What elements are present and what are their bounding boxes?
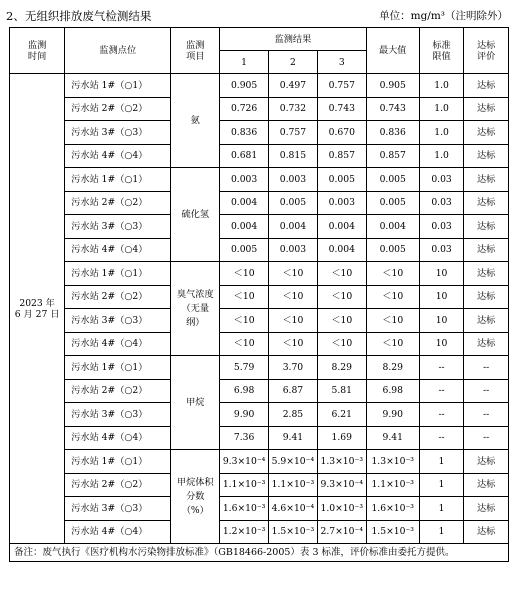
cell-max: 1.1×10⁻³: [366, 473, 419, 497]
cell-r3: ＜10: [317, 309, 366, 333]
cell-limit: 10: [419, 309, 464, 333]
table-row: [10, 520, 509, 544]
cell-r1: 0.726: [220, 97, 269, 121]
cell-r1: 1.1×10⁻³: [220, 473, 269, 497]
monitor-point: 污水站 2#（○2）: [65, 97, 171, 121]
header-r1: 1: [220, 51, 269, 74]
cell-eval: 达标: [464, 473, 509, 497]
monitor-item: 甲烷体积 分数 （%）: [171, 450, 220, 544]
cell-limit: 10: [419, 262, 464, 286]
cell-max: 6.98: [366, 379, 419, 403]
page-title: 2、无组织排放废气检测结果: [6, 9, 152, 23]
cell-eval: --: [464, 356, 509, 380]
cell-max: 0.005: [366, 168, 419, 192]
cell-max: ＜10: [366, 285, 419, 309]
cell-r3: 0.743: [317, 97, 366, 121]
cell-limit: 0.03: [419, 168, 464, 192]
cell-r2: ＜10: [269, 285, 318, 309]
cell-eval: 达标: [464, 238, 509, 262]
monitor-point: 污水站 4#（○4）: [65, 520, 171, 544]
cell-r2: 4.6×10⁻⁴: [269, 497, 318, 521]
table-row: [10, 285, 509, 309]
cell-limit: 10: [419, 285, 464, 309]
cell-r3: 0.003: [317, 191, 366, 215]
monitor-point: 污水站 1#（○1）: [65, 450, 171, 474]
cell-max: 9.41: [366, 426, 419, 450]
cell-limit: --: [419, 356, 464, 380]
monitor-item: 甲烷: [171, 356, 220, 450]
cell-max: 0.836: [366, 121, 419, 145]
cell-limit: 1.0: [419, 74, 464, 98]
header-r3: 3: [317, 51, 366, 74]
table-row: [10, 379, 509, 403]
cell-r2: 0.003: [269, 168, 318, 192]
cell-r1: ＜10: [220, 332, 269, 356]
header-limit: 标准 限值: [419, 28, 464, 74]
cell-max: 1.3×10⁻³: [366, 450, 419, 474]
table-row: [10, 262, 509, 286]
cell-r2: 9.41: [269, 426, 318, 450]
monitor-point: 污水站 1#（○1）: [65, 74, 171, 98]
cell-limit: --: [419, 379, 464, 403]
cell-r2: ＜10: [269, 332, 318, 356]
monitor-item: 臭气浓度 （无量 纲）: [171, 262, 220, 356]
cell-r3: 1.0×10⁻³: [317, 497, 366, 521]
table-row: [10, 473, 509, 497]
header-eval: 达标 评价: [464, 28, 509, 74]
cell-max: 1.6×10⁻³: [366, 497, 419, 521]
cell-eval: 达标: [464, 215, 509, 239]
cell-max: 0.743: [366, 97, 419, 121]
cell-r2: 0.004: [269, 215, 318, 239]
table-row: [10, 74, 509, 98]
cell-r3: 5.81: [317, 379, 366, 403]
cell-max: ＜10: [366, 309, 419, 333]
cell-r1: 0.905: [220, 74, 269, 98]
cell-r3: 0.757: [317, 74, 366, 98]
cell-r1: ＜10: [220, 285, 269, 309]
results-table-body: [10, 28, 509, 562]
header-item: 监测 项目: [171, 28, 220, 74]
monitor-point: 污水站 3#（○3）: [65, 215, 171, 239]
cell-r2: 0.757: [269, 121, 318, 145]
cell-eval: 达标: [464, 74, 509, 98]
cell-r2: 3.70: [269, 356, 318, 380]
cell-r3: 9.3×10⁻⁴: [317, 473, 366, 497]
cell-r2: 0.815: [269, 144, 318, 168]
cell-r1: 9.90: [220, 403, 269, 427]
cell-eval: 达标: [464, 309, 509, 333]
cell-limit: 0.03: [419, 238, 464, 262]
table-row: [10, 168, 509, 192]
table-row: [10, 191, 509, 215]
cell-r1: ＜10: [220, 309, 269, 333]
cell-eval: --: [464, 426, 509, 450]
monitor-point: 污水站 3#（○3）: [65, 403, 171, 427]
cell-r3: 1.69: [317, 426, 366, 450]
table-row: [10, 426, 509, 450]
monitor-point: 污水站 4#（○4）: [65, 426, 171, 450]
table-row: [10, 309, 509, 333]
header-row-1: [10, 28, 509, 51]
cell-r1: 5.79: [220, 356, 269, 380]
cell-r2: 0.732: [269, 97, 318, 121]
cell-r3: 0.670: [317, 121, 366, 145]
cell-limit: 1: [419, 497, 464, 521]
cell-r1: 9.3×10⁻⁴: [220, 450, 269, 474]
note-row: [10, 544, 509, 562]
cell-eval: 达标: [464, 285, 509, 309]
cell-max: ＜10: [366, 332, 419, 356]
monitor-point: 污水站 4#（○4）: [65, 238, 171, 262]
cell-r3: ＜10: [317, 332, 366, 356]
results-table: [9, 27, 509, 562]
header-max: 最大值: [366, 28, 419, 74]
cell-eval: 达标: [464, 144, 509, 168]
cell-limit: 1.0: [419, 121, 464, 145]
cell-r3: 0.857: [317, 144, 366, 168]
cell-r1: 0.004: [220, 215, 269, 239]
title-row: [6, 6, 510, 26]
cell-limit: 1: [419, 520, 464, 544]
cell-r3: 6.21: [317, 403, 366, 427]
cell-limit: 1.0: [419, 97, 464, 121]
cell-r3: 0.004: [317, 215, 366, 239]
cell-r3: 0.004: [317, 238, 366, 262]
cell-r3: ＜10: [317, 262, 366, 286]
cell-limit: 0.03: [419, 215, 464, 239]
cell-eval: 达标: [464, 497, 509, 521]
cell-r1: 0.005: [220, 238, 269, 262]
cell-eval: 达标: [464, 97, 509, 121]
cell-max: 0.905: [366, 74, 419, 98]
cell-eval: 达标: [464, 332, 509, 356]
cell-limit: 1: [419, 473, 464, 497]
cell-max: 0.004: [366, 215, 419, 239]
table-row: [10, 121, 509, 145]
monitor-point: 污水站 3#（○3）: [65, 309, 171, 333]
cell-max: 1.5×10⁻³: [366, 520, 419, 544]
cell-r2: 5.9×10⁻⁴: [269, 450, 318, 474]
monitor-point: 污水站 1#（○1）: [65, 356, 171, 380]
cell-r3: 1.3×10⁻³: [317, 450, 366, 474]
monitor-point: 污水站 2#（○2）: [65, 191, 171, 215]
monitor-point: 污水站 4#（○4）: [65, 144, 171, 168]
table-row: [10, 144, 509, 168]
cell-limit: 10: [419, 332, 464, 356]
cell-r3: 0.005: [317, 168, 366, 192]
table-row: [10, 332, 509, 356]
cell-max: 9.90: [366, 403, 419, 427]
header-result: 监测结果: [220, 28, 367, 51]
note-text: 备注：废气执行《医疗机构水污染物排放标准》（GB18466-2005）表 3 标准，评价标准由委托方提供。: [10, 544, 509, 562]
monitor-point: 污水站 1#（○1）: [65, 262, 171, 286]
cell-r1: 0.004: [220, 191, 269, 215]
cell-r3: 2.7×10⁻⁴: [317, 520, 366, 544]
cell-r1: 0.836: [220, 121, 269, 145]
cell-r2: 1.5×10⁻³: [269, 520, 318, 544]
cell-max: 8.29: [366, 356, 419, 380]
monitor-date: 2023 年 6 月 27 日: [10, 74, 65, 544]
cell-eval: 达标: [464, 168, 509, 192]
cell-r2: 0.005: [269, 191, 318, 215]
cell-eval: 达标: [464, 191, 509, 215]
cell-max: ＜10: [366, 262, 419, 286]
cell-r2: ＜10: [269, 262, 318, 286]
monitor-point: 污水站 4#（○4）: [65, 332, 171, 356]
cell-r1: 7.36: [220, 426, 269, 450]
monitor-item: 氨: [171, 74, 220, 168]
cell-limit: --: [419, 426, 464, 450]
monitor-point: 污水站 3#（○3）: [65, 121, 171, 145]
monitor-point: 污水站 1#（○1）: [65, 168, 171, 192]
header-r2: 2: [269, 51, 318, 74]
monitor-point: 污水站 2#（○2）: [65, 285, 171, 309]
cell-max: 0.857: [366, 144, 419, 168]
cell-limit: --: [419, 403, 464, 427]
cell-r1: 1.6×10⁻³: [220, 497, 269, 521]
cell-r2: 6.87: [269, 379, 318, 403]
monitor-point: 污水站 3#（○3）: [65, 497, 171, 521]
cell-r3: 8.29: [317, 356, 366, 380]
cell-r2: 1.1×10⁻³: [269, 473, 318, 497]
table-row: [10, 238, 509, 262]
table-row: [10, 403, 509, 427]
cell-limit: 0.03: [419, 191, 464, 215]
cell-r2: ＜10: [269, 309, 318, 333]
header-point: 监测点位: [65, 28, 171, 74]
cell-r1: 1.2×10⁻³: [220, 520, 269, 544]
monitor-point: 污水站 2#（○2）: [65, 379, 171, 403]
cell-r1: 0.003: [220, 168, 269, 192]
cell-r1: 6.98: [220, 379, 269, 403]
cell-eval: 达标: [464, 450, 509, 474]
cell-r2: 0.003: [269, 238, 318, 262]
unit-label: 单位：mg/m³（注明除外）: [379, 10, 508, 22]
cell-r1: ＜10: [220, 262, 269, 286]
table-row: [10, 97, 509, 121]
cell-eval: --: [464, 379, 509, 403]
cell-r3: ＜10: [317, 285, 366, 309]
cell-eval: 达标: [464, 520, 509, 544]
cell-r2: 2.85: [269, 403, 318, 427]
monitor-item: 硫化氢: [171, 168, 220, 262]
cell-limit: 1.0: [419, 144, 464, 168]
cell-r2: 0.497: [269, 74, 318, 98]
cell-max: 0.005: [366, 191, 419, 215]
table-row: [10, 450, 509, 474]
cell-eval: 达标: [464, 262, 509, 286]
table-row: [10, 497, 509, 521]
cell-eval: --: [464, 403, 509, 427]
table-row: [10, 215, 509, 239]
table-row: [10, 356, 509, 380]
header-time: 监测 时间: [10, 28, 65, 74]
cell-r1: 0.681: [220, 144, 269, 168]
cell-limit: 1: [419, 450, 464, 474]
cell-eval: 达标: [464, 121, 509, 145]
monitor-point: 污水站 2#（○2）: [65, 473, 171, 497]
cell-max: 0.005: [366, 238, 419, 262]
